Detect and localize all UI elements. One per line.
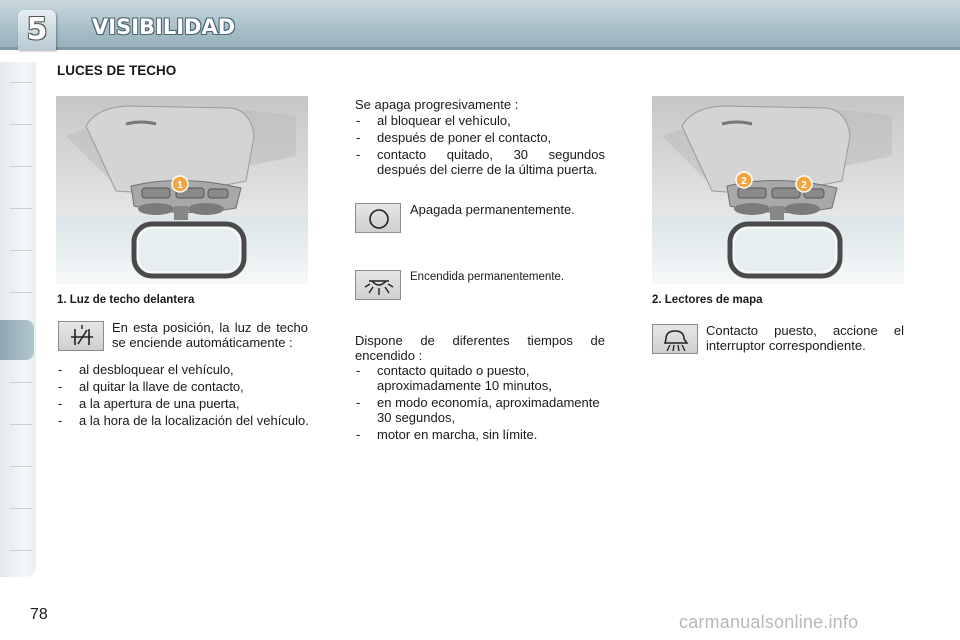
off-position-text: Apagada permanentemente. <box>410 202 575 217</box>
door-courtesy-light-icon <box>59 322 105 352</box>
tab-divider <box>10 466 32 467</box>
tab-divider <box>10 382 32 383</box>
header-underline <box>0 47 960 50</box>
map-reading-lights-photo <box>652 96 904 284</box>
timing-list <box>355 363 607 444</box>
active-chapter-tab <box>0 320 34 360</box>
list-item: - al bloquear el vehículo, <box>355 113 605 128</box>
tab-divider <box>10 124 32 125</box>
heading-front-ceiling-light: 1. Luz de techo delantera <box>57 294 195 306</box>
map-light-switch <box>652 324 698 354</box>
list-item: - contacto quitado, 30 segundos después del cierre de la última puerta. <box>355 147 605 177</box>
section-title: LUCES DE TECHO <box>57 63 177 78</box>
list-item: - después de poner el contacto, <box>355 130 605 145</box>
list-item: - a la apertura de una puerta, <box>57 396 312 411</box>
list-item: - al quitar la llave de contacto, <box>57 379 312 394</box>
tab-divider <box>10 292 32 293</box>
tab-divider <box>10 550 32 551</box>
photo-marker-2-left: 2 <box>741 176 747 187</box>
timing-intro: Dispone de diferentes tiempos de encendido : <box>355 333 605 363</box>
chapter-tab-strip <box>0 62 36 577</box>
fade-out-list <box>355 113 605 179</box>
photo-marker-2-right: 2 <box>801 180 807 191</box>
door-position-switch <box>58 321 104 351</box>
chapter-number-badge: 5 <box>18 10 56 50</box>
light-on-icon <box>356 271 402 301</box>
list-item: - a la hora de la localización del vehículo. <box>57 413 312 428</box>
auto-on-list <box>57 362 312 430</box>
tab-divider <box>10 82 32 83</box>
door-position-text: En esta posición, la luz de techo se enciende automáticamente : <box>112 320 308 350</box>
light-off-icon <box>356 204 402 234</box>
tab-divider <box>10 250 32 251</box>
page-number: 78 <box>30 606 48 623</box>
list-item: - contacto quitado o puesto, aproximadamente 10 minutos, <box>355 363 607 393</box>
list-item: - al desbloquear el vehículo, <box>57 362 312 377</box>
map-reading-light-icon <box>653 325 699 355</box>
fade-out-intro: Se apaga progresivamente : <box>355 97 519 112</box>
front-ceiling-light-photo <box>56 96 308 284</box>
on-position-switch <box>355 270 401 300</box>
photo-marker-1: 1 <box>177 180 183 191</box>
heading-map-reading-lights: 2. Lectores de mapa <box>652 294 763 306</box>
list-item: - en modo economía, aproximadamente 30 segundos, <box>355 395 607 425</box>
on-position-text: Encendida permanentemente. <box>410 271 565 283</box>
watermark: carmanualsonline.info <box>679 612 859 632</box>
list-item: - motor en marcha, sin límite. <box>355 427 607 442</box>
chapter-title: VISIBILIDAD <box>92 15 236 39</box>
tab-divider <box>10 166 32 167</box>
tab-divider <box>10 508 32 509</box>
tab-divider <box>10 424 32 425</box>
off-position-switch <box>355 203 401 233</box>
tab-divider <box>10 208 32 209</box>
map-light-text: Contacto puesto, accione el interruptor correspondiente. <box>706 323 904 353</box>
